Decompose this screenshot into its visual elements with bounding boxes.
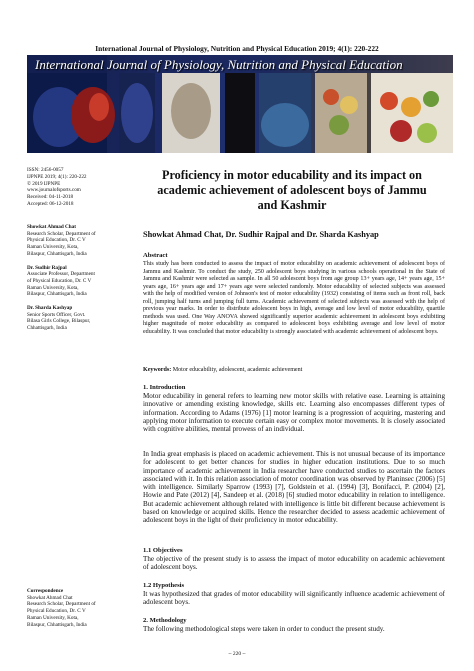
affiliation-author-3 xyxy=(27,305,135,332)
received-date: Received: 04-11-2018 xyxy=(27,194,74,201)
affiliation-line: Associate Professor, Department xyxy=(27,271,95,278)
affiliation-line: Research Scholar, Department of xyxy=(27,230,96,237)
journal-issue: IJPNPE 2019; 4(1): 220-222 xyxy=(27,173,87,180)
keywords xyxy=(143,367,445,373)
introduction-heading: 1. Introduction xyxy=(143,384,186,391)
page-number: ~ 220 ~ xyxy=(228,651,246,657)
abstract-text: This study has been conducted to assess the impact of motor educability on academic achievement of adolescent boys of Jammu and Kashmir. To conduct the study, 250 adolescent boys studying in various schools operational in the State of Jammu and Kashmir were selected as sample. In all 50 adolescent boys from age group 13+ years age, 14+ years age, 15+ years age, 16+ years age and 17+ years age were selected randomly. Motor educability of selected subjects was assessed with the help of modified version of Johnson's test of motor educability (1932) consisting of items such as front roll, back roll, jumping half turns and jumping full turns. Academic achievement of selected subjects was assessed with the help of previous year marks. In order to distribute adolescent boys in high, average and low level of motor educability, quartile methods was used. One Way ANOVA showed significantly superior academic achievement in adolescent boys exhibiting higher magnitude of motor educability as compared to adolescent boys exhibiting average and low level of motor educability. It was concluded that motor educability is strongly associated with academic achievement of adolescent boys. xyxy=(143,261,445,335)
author-list: Showkat Ahmad Chat, Dr. Sudhir Rajpal and Dr. Sharda Kashyap xyxy=(143,230,379,239)
objectives-heading: 1.1 Objectives xyxy=(143,547,183,554)
correspondence-name: Showkat Ahmad Chat xyxy=(27,594,73,601)
affiliation-author-1 xyxy=(27,224,135,258)
affiliation-line: Senior Sports Officer, Govt. xyxy=(27,311,86,318)
affiliation-line: Raman University, Kota, xyxy=(27,284,79,291)
affiliation-name: Dr. Sharda Kashyap xyxy=(27,305,73,312)
keywords-label: Keywords: xyxy=(143,367,172,373)
banner-title: International Journal of Physiology, Nutrition and Physical Education xyxy=(35,57,403,72)
affiliation-line: of Physical Education, Dr. C V xyxy=(27,277,92,284)
methodology-text: The following methodological steps were taken in order to conduct the present study. xyxy=(143,625,385,633)
correspondence-heading: Correspondence xyxy=(27,588,64,594)
journal-banner xyxy=(27,55,453,153)
correspondence-line: Research Scholar, Department of xyxy=(27,601,96,608)
abstract-heading: Abstract xyxy=(143,252,168,259)
affiliation-name: Showkat Ahmad Chat xyxy=(27,224,77,230)
hypothesis-text: It was hypothesized that grades of motor educability will significantly influence academic achievement of adolescent boys. xyxy=(143,590,445,607)
affiliation-line: Bilaspur, Chhattisgarh, India xyxy=(27,291,87,298)
issn: ISSN: 2456-0057 xyxy=(27,167,64,173)
affiliation-name: Dr. Sudhir Rajpal xyxy=(27,264,67,271)
copyright: © 2019 IJPNPE xyxy=(27,180,61,187)
affiliation-line: Raman University, Kota, xyxy=(27,244,79,251)
introduction-paragraph-2: In India great emphasis is placed on academic achievement. This is not unusual because of its importance for adolescent to get better chances for studies in higher education institutions. Due to so much importance of academic achievement in India researcher have conducted studies to ascertain the factors associated with it. In this relation association of motor coordination was observed by Planinsec (2006) [5] with intelligence. Similarly Sparrow (1993) [7], Goldstein et al. (1994) [3], Bonifacci, P. (2004) [2], Howie and Pate (2012) [4], Sandeep et al. (2018) [6] studied motor educability in relation to intelligence. But academic achievement although related with intelligence is little bit different because achievement is based on knowledge or acquired skills. Hence the researcher decided to assess academic achievement of adolescent boys in the light of their proficiency in motor educability. xyxy=(143,450,445,525)
affiliation-line: Physical Education, Dr. C V xyxy=(27,237,86,244)
objectives-text: The objective of the present study is to assess the impact of motor educability on academic achievement of adolescent boys. xyxy=(143,555,445,572)
hypothesis-heading: 1.2 Hypothesis xyxy=(143,582,185,589)
correspondence-line: Bilaspur, Chhattisgarh, India xyxy=(27,621,87,628)
article-meta xyxy=(27,167,135,208)
author-affiliations xyxy=(27,224,135,339)
affiliation-author-2 xyxy=(27,265,135,299)
correspondence-line: Raman University, Kota, xyxy=(27,614,79,621)
journal-website: www.journalofsports.com xyxy=(27,187,81,194)
accepted-date: Accepted: 06-12-2018 xyxy=(27,200,74,207)
correspondence-line: Physical Education, Dr. C V xyxy=(27,608,86,615)
affiliation-line: Bilasa Girls College, Bilaspur, xyxy=(27,318,91,325)
methodology-heading: 2. Methodology xyxy=(143,617,187,624)
affiliation-line: Bilaspur, Chhattisgarh, India xyxy=(27,250,87,257)
paper-title: Proficiency in motor educability and its impact on academic achievement of adolescent boys of Jammu and Kashmir xyxy=(157,168,427,212)
correspondence-block xyxy=(27,588,135,628)
introduction-paragraph-1: Motor educability in general refers to learning new motor skills with relative ease. Learning is attaining innovative or amending existing knowledge, skills etc. Learning also encompasses different types of information. According to Adams (1976) [1] motor learning is a progression of acquiring, mastering and applying motor information to execute certain easy or complex motor movements. It is closely associated with cognitive abilities, mental prowess of an individual. xyxy=(143,392,445,434)
journal-header: International Journal of Physiology, Nutrition and Physical Education 2019; 4(1): 220-222 xyxy=(95,44,379,53)
keywords-text: Motor educability, adolescent, academic achievement xyxy=(172,367,303,373)
affiliation-line: Chhattisgarh, India xyxy=(27,325,67,332)
